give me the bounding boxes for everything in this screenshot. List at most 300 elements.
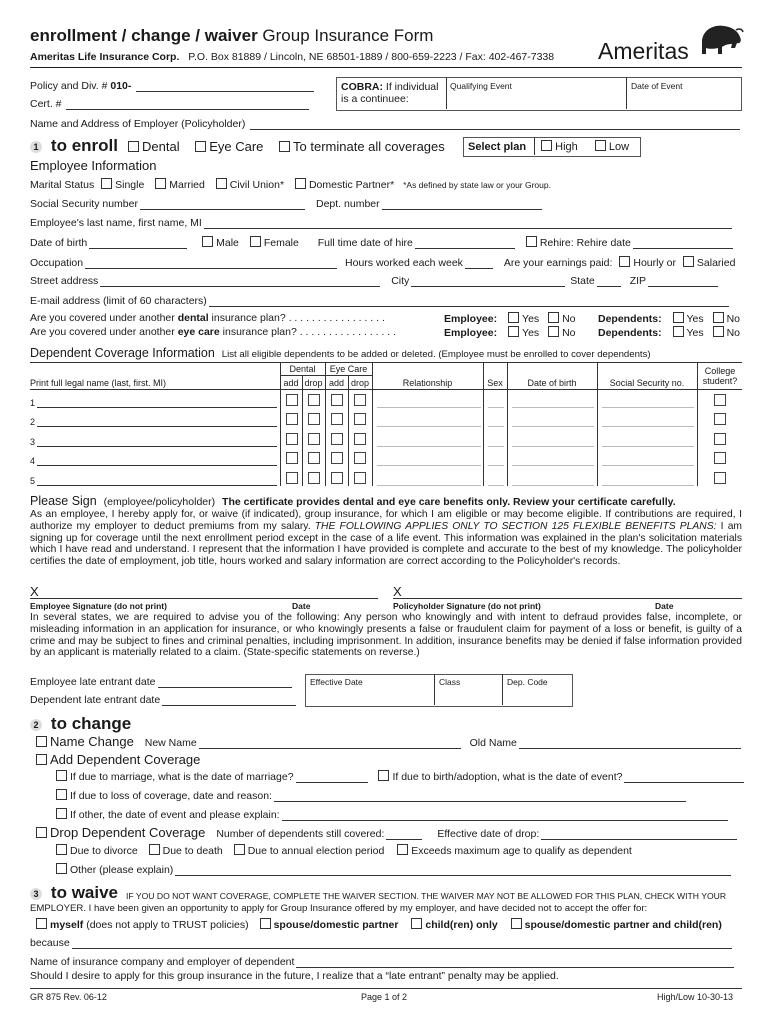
- marital-label: Marital Status: [30, 179, 95, 191]
- eye-add-checkbox[interactable]: [331, 452, 343, 464]
- dependent-ssn-line[interactable]: [602, 485, 694, 486]
- high-checkbox[interactable]: [541, 140, 552, 151]
- dental-dep-no-checkbox[interactable]: [713, 312, 724, 323]
- dependent-sex-line[interactable]: [488, 485, 504, 486]
- waive-caps: IF YOU DO NOT WANT COVERAGE, COMPLETE THE WAIVER SECTION. THE WAIVER MAY NOT BE ALLOWED FOR THIS PLAN, CHECK WITH YOUR: [126, 891, 727, 901]
- dental-emp-no-checkbox[interactable]: [548, 312, 559, 323]
- eye-dep-no-checkbox[interactable]: [713, 326, 724, 337]
- eye-care-label: Eye Care: [209, 139, 264, 154]
- dept-line: [382, 199, 542, 210]
- dependent-row-number: 2: [30, 417, 36, 428]
- dependent-sex-line[interactable]: [488, 465, 504, 466]
- civil-union-checkbox[interactable]: [216, 178, 227, 189]
- dental-add-checkbox[interactable]: [286, 472, 298, 484]
- dental-label: Dental: [142, 139, 180, 154]
- dental-employee-label: Employee:: [444, 313, 498, 325]
- occupation-label: Occupation: [30, 257, 84, 269]
- employer-label: Name and Address of Employer (Policyholder): [30, 118, 246, 130]
- married-label: Married: [169, 179, 205, 191]
- col-header-eye-add: add: [328, 378, 345, 388]
- header-rule: [30, 67, 742, 68]
- old-name-label: Old Name: [469, 737, 517, 749]
- employee-signature-line[interactable]: [30, 598, 378, 599]
- dependent-name-line[interactable]: [37, 485, 277, 486]
- state-line[interactable]: [597, 276, 621, 287]
- dep-late-label: Dependent late entrant date: [30, 694, 161, 706]
- dependent-coverage-heading: [30, 346, 651, 360]
- section-number-2: 2: [30, 719, 42, 731]
- dental-add-checkbox[interactable]: [286, 394, 298, 406]
- state-label: State: [570, 275, 595, 287]
- num-dep-label: Number of dependents still covered:: [216, 828, 385, 840]
- eye-emp-yes-label: Yes: [522, 327, 540, 339]
- rehire-label: Rehire:: [539, 237, 574, 249]
- col-college-2: student?: [702, 376, 738, 386]
- section-waive-header: [30, 883, 118, 903]
- company-line: [30, 51, 554, 63]
- marriage-line[interactable]: [296, 772, 368, 783]
- dept-label: Dept. number: [316, 198, 380, 210]
- male-checkbox[interactable]: [202, 236, 213, 247]
- col-header-college: [697, 366, 743, 386]
- salaried-label: Salaried: [696, 257, 736, 269]
- q-eye-pre: Are you covered under another: [30, 326, 175, 338]
- terminate-checkbox[interactable]: [279, 141, 290, 152]
- dependent-subtitle: List all eligible dependents to be added or deleted. (Employee must be enrolled to cover dependents): [221, 349, 651, 360]
- effective-date-field[interactable]: Effective Date: [310, 677, 363, 687]
- civil-union-label: Civil Union*: [229, 179, 285, 191]
- ssn-label: Social Security number: [30, 198, 138, 210]
- loss-label: If due to loss of coverage, date and reason:: [70, 790, 272, 802]
- rehire-checkbox[interactable]: [526, 236, 537, 247]
- select-plan-label: Select plan: [468, 141, 527, 153]
- college-checkbox[interactable]: [714, 472, 726, 484]
- dep-code-field[interactable]: Dep. Code: [507, 677, 548, 687]
- policyholder-sig-label: Policyholder Signature (do not print): [393, 601, 541, 611]
- dependent-dob-line[interactable]: [512, 407, 594, 408]
- sign-title: Please Sign: [30, 494, 97, 508]
- subheader-rule: [280, 375, 372, 376]
- coverage-options: [128, 139, 445, 154]
- section-number-1: 1: [30, 141, 42, 153]
- defined-note: *As defined by state law or your Group.: [403, 180, 551, 190]
- emp-late-label: Employee late entrant date: [30, 676, 156, 688]
- col-header-dental-add: add: [283, 378, 299, 388]
- other-line[interactable]: [282, 810, 728, 821]
- dependent-relationship-line[interactable]: [377, 485, 481, 486]
- q-dental-pre: Are you covered under another: [30, 312, 175, 324]
- change-title: to change: [50, 714, 132, 733]
- cert-line: [66, 99, 309, 110]
- cobra-divider-2: [626, 77, 627, 109]
- drop-dependent-checkbox[interactable]: [36, 827, 47, 838]
- employee-x: X: [30, 584, 39, 599]
- single-label: Single: [115, 179, 145, 191]
- dental-dep-yes-checkbox[interactable]: [673, 312, 684, 323]
- annual-checkbox[interactable]: [234, 844, 245, 855]
- myself-label: myself: [50, 919, 84, 931]
- eye-dep-yes-label: Yes: [686, 327, 704, 339]
- death-label: Due to death: [162, 845, 223, 857]
- dependent-ssn-line[interactable]: [602, 426, 694, 427]
- q-eye-row: [30, 326, 396, 338]
- late-note: Should I desire to apply for this group insurance in the future, I realize that a “late entrant” penalty may be applied.: [30, 970, 559, 982]
- drop-reasons-row: [56, 844, 632, 857]
- cobra-divider-1: [446, 77, 447, 109]
- eye-emp-no-checkbox[interactable]: [548, 326, 559, 337]
- child-label: child(ren) only: [425, 919, 498, 931]
- emp-late-line: [158, 677, 292, 688]
- add-dependent-label: Add Dependent Coverage: [50, 752, 201, 767]
- eye-emp-no-label: No: [562, 327, 576, 339]
- dob-row: [30, 236, 735, 249]
- policyholder-signature-line[interactable]: [393, 598, 742, 599]
- dental-add-checkbox[interactable]: [286, 452, 298, 464]
- emp-late-field[interactable]: [30, 676, 294, 688]
- terminate-label: To terminate all coverages: [293, 139, 445, 154]
- spouse-child-label: spouse/domestic partner and child(ren): [524, 919, 722, 931]
- dependent-sex-line[interactable]: [488, 446, 504, 447]
- q-eye-dots: . . . . . . . . . . . . . . . . .: [299, 326, 396, 338]
- col-header-relationship: Relationship: [402, 378, 453, 388]
- dependent-sex-line[interactable]: [488, 426, 504, 427]
- col-divider-b: [302, 375, 303, 486]
- dental-checkbox[interactable]: [128, 141, 139, 152]
- col-header-sex: Sex: [487, 378, 503, 388]
- select-plan-row: [468, 140, 629, 153]
- dependent-dob-line[interactable]: [512, 485, 594, 486]
- name-change-label: Name Change: [50, 734, 134, 749]
- hourly-label: Hourly: [633, 257, 664, 269]
- eye-add-checkbox[interactable]: [331, 413, 343, 425]
- col-divider-d: [348, 375, 349, 486]
- hours-line[interactable]: [465, 258, 493, 269]
- dental-dep-no-label: No: [726, 313, 741, 325]
- email-field[interactable]: [30, 295, 731, 307]
- emp-name-label: Employee's last name, first name, MI: [30, 217, 202, 229]
- class-field[interactable]: Class: [439, 677, 461, 687]
- birth-line[interactable]: [624, 772, 744, 783]
- married-checkbox[interactable]: [155, 178, 166, 189]
- eye-drop-checkbox[interactable]: [354, 433, 366, 445]
- email-line: [209, 296, 729, 307]
- college-checkbox[interactable]: [714, 452, 726, 464]
- dependent-dob-line[interactable]: [512, 426, 594, 427]
- because-label: because: [30, 937, 70, 949]
- q-eye-post: insurance plan?: [222, 326, 297, 338]
- low-label: Low: [608, 141, 630, 153]
- policyholder-x: X: [393, 584, 402, 599]
- dependent-row-number: 3: [30, 436, 36, 447]
- myself-note: (does not apply to TRUST policies): [86, 919, 249, 931]
- dental-emp-yes-label: Yes: [522, 313, 540, 325]
- cert-label: Cert. #: [30, 98, 62, 110]
- dependent-sex-line[interactable]: [488, 407, 504, 408]
- dependent-relationship-line[interactable]: [377, 407, 481, 408]
- col-header-ssn: Social Security no.: [609, 378, 685, 388]
- form-title-rest: Group Insurance Form: [262, 26, 434, 45]
- eye-drop-checkbox[interactable]: [354, 452, 366, 464]
- occupation-row: [30, 256, 735, 269]
- eff-drop-label: Effective date of drop:: [437, 828, 540, 840]
- drop-dependent-row: [36, 825, 739, 840]
- spouse-checkbox[interactable]: [260, 918, 271, 929]
- street-label: Street address: [30, 275, 99, 287]
- dept-field[interactable]: [316, 198, 544, 210]
- marriage-checkbox[interactable]: [56, 770, 67, 781]
- loss-line[interactable]: [274, 791, 686, 802]
- dependent-title: Dependent Coverage Information: [30, 346, 215, 360]
- zip-line[interactable]: [648, 276, 718, 287]
- child-checkbox[interactable]: [411, 918, 422, 929]
- ins-company-field[interactable]: [30, 956, 736, 968]
- col-header-dob: Date of birth: [527, 378, 577, 388]
- emp-name-field[interactable]: [30, 217, 734, 229]
- sign-who: (employee/policyholder): [103, 496, 216, 508]
- company-name: Ameritas Life Insurance Corp.: [30, 51, 180, 63]
- dependent-row-number: 4: [30, 456, 36, 467]
- other-explain-checkbox[interactable]: [56, 863, 67, 874]
- eff-drop-line[interactable]: [541, 829, 737, 840]
- marriage-row: [56, 770, 746, 783]
- marital-status-row: [30, 178, 551, 191]
- name-change-row: [36, 734, 743, 749]
- ameritas-logo: [598, 38, 689, 65]
- annual-label: Due to annual election period: [247, 845, 385, 857]
- q-eye-bold: eye care: [177, 326, 220, 338]
- dependent-relationship-line[interactable]: [377, 426, 481, 427]
- fraud-paragraph: In several states, we are required to advise you of the following: Any person who knowingly and with intent to defraud provides false, incomplete, or misleading information in an application for insurance, or who knowingly presents a false or fraudulent claim for payment of a loss or benefit, is guilty of a crime and may be subject to fines and criminal penalties, including imprisonment. In addition, insurance benefits may be denied if false information provided by an applicant is materially related to a claim. (State-specific statements on reverse.): [30, 612, 742, 659]
- dental-drop-checkbox[interactable]: [308, 472, 320, 484]
- policyholder-date-label: Date: [655, 601, 674, 611]
- col-header-dental: Dental: [289, 364, 316, 374]
- dental-drop-checkbox[interactable]: [308, 394, 320, 406]
- dependent-relationship-line[interactable]: [377, 465, 481, 466]
- death-checkbox[interactable]: [149, 844, 160, 855]
- cobra-text2: is a continuee:: [341, 93, 409, 105]
- street-line[interactable]: [100, 276, 380, 287]
- domestic-partner-label: Domestic Partner*: [308, 179, 395, 191]
- salaried-checkbox[interactable]: [683, 256, 694, 267]
- female-checkbox[interactable]: [250, 236, 261, 247]
- dental-add-checkbox[interactable]: [286, 433, 298, 445]
- spouse-label: spouse/domestic partner: [273, 919, 399, 931]
- employee-info-heading: Employee Information: [30, 158, 157, 173]
- para1-italic: THE FOLLOWING APPLIES ONLY TO SECTION 125 FLEXIBLE BENEFITS PLANS:: [314, 520, 717, 532]
- dependent-name-line[interactable]: [37, 465, 277, 466]
- exceeds-checkbox[interactable]: [397, 844, 408, 855]
- other-explain-row: [56, 863, 733, 876]
- divorce-checkbox[interactable]: [56, 844, 67, 855]
- new-name-line[interactable]: [199, 738, 461, 749]
- dob-label: Date of birth: [30, 237, 88, 249]
- waive-line2: EMPLOYER. I have been given an opportunity to apply for Group Insurance offered by my employer, and have decided not to accept the offer for:: [30, 903, 648, 914]
- para1-a: As an employee, I hereby apply for, or waive (if indicated), group insurance, for which I am eligible or may become eligible. If contributions are required, I authorize my employer to deduct premiums from my salary.: [30, 509, 742, 532]
- q-eye-dep-answers: [598, 326, 740, 339]
- dependent-ssn-line[interactable]: [602, 407, 694, 408]
- ft-date-line[interactable]: [415, 238, 515, 249]
- col-header-name: Print full legal name (last, first. MI): [30, 378, 167, 388]
- waive-options-row: [36, 918, 722, 931]
- hours-label: Hours worked each week: [345, 257, 463, 269]
- other-row: [56, 808, 730, 821]
- dental-dep-yes-label: Yes: [686, 313, 704, 325]
- college-checkbox[interactable]: [714, 394, 726, 406]
- spouse-child-checkbox[interactable]: [511, 918, 522, 929]
- eye-add-checkbox[interactable]: [331, 472, 343, 484]
- form-title-bold: enrollment / change / waiver: [30, 26, 258, 45]
- dependent-name-line[interactable]: [37, 407, 277, 408]
- name-change-checkbox[interactable]: [36, 736, 47, 747]
- q-dental-row: [30, 312, 385, 324]
- col-header-eye: Eye Care: [329, 364, 368, 374]
- earnings-label: Are your earnings paid:: [503, 257, 613, 269]
- ins-company-line: [296, 957, 734, 968]
- hourly-checkbox[interactable]: [619, 256, 630, 267]
- myself-checkbox[interactable]: [36, 918, 47, 929]
- q-eye-answers: [444, 326, 576, 339]
- birth-label: If due to birth/adoption, what is the date of event?: [392, 771, 623, 783]
- footer-right: High/Low 10-30-13: [657, 992, 734, 1002]
- dependent-ssn-line[interactable]: [602, 446, 694, 447]
- exceeds-label: Exceeds maximum age to qualify as dependent: [411, 845, 632, 857]
- ssn-line: [140, 199, 305, 210]
- footer-form-number: GR 875 Rev. 06-12: [30, 992, 107, 1002]
- because-field[interactable]: [30, 937, 734, 949]
- eye-care-checkbox[interactable]: [195, 141, 206, 152]
- eye-emp-yes-checkbox[interactable]: [508, 326, 519, 337]
- q-dental-dep-answers: [598, 312, 740, 325]
- footer-page: Page 1 of 2: [361, 992, 408, 1002]
- female-label: Female: [263, 237, 299, 249]
- col-college-1: College: [704, 366, 736, 376]
- eye-add-checkbox[interactable]: [331, 394, 343, 406]
- eye-dep-no-label: No: [726, 327, 741, 339]
- dental-emp-no-label: No: [562, 313, 576, 325]
- q-dental-answers: [444, 312, 576, 325]
- marriage-label: If due to marriage, what is the date of marriage?: [70, 771, 294, 783]
- ssn-field[interactable]: [30, 198, 307, 210]
- policy-div-field[interactable]: [30, 80, 316, 92]
- rehire-date-line[interactable]: [633, 238, 733, 249]
- qualifying-event-field[interactable]: Qualifying Event: [450, 81, 512, 91]
- dob-line[interactable]: [89, 238, 187, 249]
- dependent-ssn-line[interactable]: [602, 465, 694, 466]
- eye-dep-yes-checkbox[interactable]: [673, 326, 684, 337]
- office-div-1: [434, 674, 435, 705]
- dental-add-checkbox[interactable]: [286, 413, 298, 425]
- loss-row: [56, 789, 688, 802]
- table-top-rule: [30, 362, 742, 363]
- employee-date-label: Date: [292, 601, 311, 611]
- dental-drop-checkbox[interactable]: [308, 413, 320, 425]
- single-checkbox[interactable]: [101, 178, 112, 189]
- section-enroll-header: [30, 136, 118, 156]
- eye-drop-checkbox[interactable]: [354, 413, 366, 425]
- other-explain-line[interactable]: [175, 865, 731, 876]
- employer-field[interactable]: [30, 118, 742, 130]
- drop-dependent-label: Drop Dependent Coverage: [50, 825, 206, 840]
- loss-checkbox[interactable]: [56, 789, 67, 800]
- q-dental-dots: . . . . . . . . . . . . . . . . .: [288, 312, 385, 324]
- rehire-date-label: Rehire date: [576, 237, 631, 249]
- other-label: If other, the date of event and please explain:: [70, 809, 280, 821]
- dependent-row-number: 1: [30, 398, 36, 408]
- waive-title: to waive: [50, 883, 119, 902]
- dependent-row-number: 5: [30, 475, 36, 486]
- q-dental-bold: dental: [177, 312, 209, 324]
- zip-label: ZIP: [629, 275, 647, 287]
- col-header-eye-drop: drop: [350, 378, 369, 388]
- cobra-bold: COBRA:: [341, 81, 383, 93]
- other-explain-label: Other (please explain): [70, 864, 174, 876]
- city-line[interactable]: [411, 276, 565, 287]
- ft-date-label: Full time date of hire: [317, 237, 413, 249]
- logo-text: Ameritas: [598, 38, 689, 64]
- company-address: P.O. Box 81889 / Lincoln, NE 68501-1889 / 800-659-2223 / Fax: 402-467-7338: [188, 51, 555, 63]
- dental-emp-yes-checkbox[interactable]: [508, 312, 519, 323]
- occupation-line[interactable]: [85, 258, 337, 269]
- low-checkbox[interactable]: [595, 140, 606, 151]
- add-dependent-checkbox[interactable]: [36, 754, 47, 765]
- other-checkbox[interactable]: [56, 808, 67, 819]
- sign-bold-note: The certificate provides dental and eye care benefits only. Review your certificate carefully.: [222, 496, 676, 508]
- bison-icon: [698, 22, 744, 58]
- office-div-2: [502, 674, 503, 705]
- emp-name-line: [204, 218, 732, 229]
- old-name-line[interactable]: [519, 738, 741, 749]
- form-title: [30, 26, 433, 46]
- num-dep-line[interactable]: [386, 829, 422, 840]
- birth-checkbox[interactable]: [378, 770, 389, 781]
- because-line: [72, 938, 732, 949]
- dependent-relationship-line[interactable]: [377, 446, 481, 447]
- table-header-rule: [30, 389, 742, 390]
- cert-field[interactable]: [30, 98, 311, 110]
- cobra-text1: If individual: [385, 81, 439, 93]
- dental-drop-checkbox[interactable]: [308, 452, 320, 464]
- employer-line: [250, 119, 740, 130]
- domestic-partner-checkbox[interactable]: [295, 178, 306, 189]
- dependent-name-line[interactable]: [37, 446, 277, 447]
- dependent-name-line[interactable]: [37, 426, 277, 427]
- eye-add-checkbox[interactable]: [331, 433, 343, 445]
- q-dental-post: insurance plan?: [211, 312, 286, 324]
- eye-drop-checkbox[interactable]: [354, 472, 366, 484]
- divorce-label: Due to divorce: [70, 845, 138, 857]
- employee-sig-label: Employee Signature (do not print): [30, 601, 167, 611]
- high-label: High: [555, 141, 578, 153]
- dental-drop-checkbox[interactable]: [308, 433, 320, 445]
- section-change-header: [30, 714, 131, 734]
- eye-drop-checkbox[interactable]: [354, 394, 366, 406]
- eye-dependents-label: Dependents:: [598, 327, 662, 339]
- add-dependent-row: [36, 752, 200, 767]
- dental-dependents-label: Dependents:: [598, 313, 662, 325]
- policy-prefix: 010-: [110, 80, 132, 92]
- new-name-label: New Name: [144, 737, 197, 749]
- dependent-dob-line[interactable]: [512, 465, 594, 466]
- ins-company-label: Name of insurance company and employer of dependent: [30, 956, 295, 968]
- authorization-paragraph: [30, 509, 742, 568]
- college-checkbox[interactable]: [714, 413, 726, 425]
- or-label: or: [666, 257, 676, 269]
- section-number-3: 3: [30, 888, 42, 900]
- dependent-dob-line[interactable]: [512, 446, 594, 447]
- date-of-event-field[interactable]: Date of Event: [631, 81, 683, 91]
- dep-late-field[interactable]: [30, 694, 298, 706]
- college-checkbox[interactable]: [714, 433, 726, 445]
